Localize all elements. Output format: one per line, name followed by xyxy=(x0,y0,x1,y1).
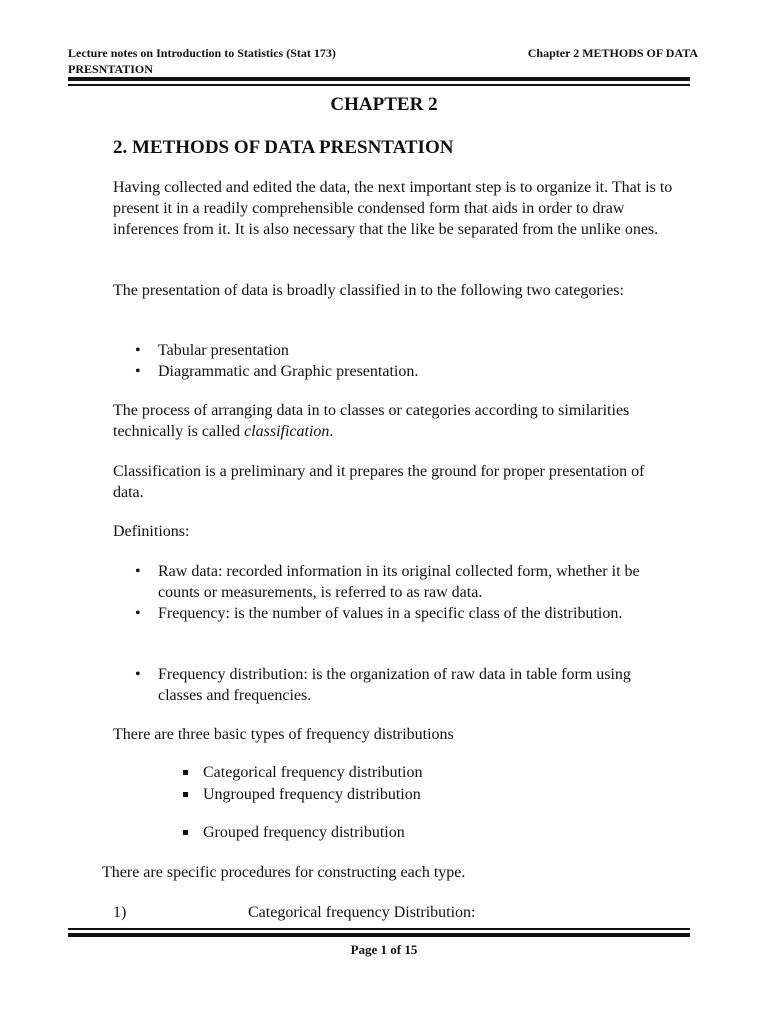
list-item-text: Categorical frequency distribution xyxy=(203,764,423,781)
bullet-icon: • xyxy=(135,342,141,359)
definitions-list-continued xyxy=(135,664,675,706)
classification-intro-paragraph: The presentation of data is broadly classified in to the following two categories: xyxy=(113,282,624,299)
list-item xyxy=(135,561,675,603)
list-item-text: Frequency: is the number of values in a specific class of the distribution. xyxy=(158,605,623,622)
presentation-types-list xyxy=(135,340,675,382)
heading-text: Categorical frequency Distribution: xyxy=(248,904,476,921)
bullet-icon: • xyxy=(135,605,141,622)
running-header-right: Chapter 2 METHODS OF DATA xyxy=(527,46,698,60)
bullet-icon: • xyxy=(135,363,141,380)
footer-rule-thin xyxy=(68,928,690,930)
procedures-paragraph: There are specific procedures for constructing each type. xyxy=(102,864,466,881)
list-item xyxy=(135,340,675,361)
distribution-types-list xyxy=(183,762,663,806)
classification-text: The process of arranging data in to classes or categories according to similarities technically is called xyxy=(113,402,630,440)
square-bullet-icon xyxy=(183,792,188,797)
square-bullet-icon xyxy=(183,830,188,835)
list-item xyxy=(183,822,663,844)
header-rule-thin xyxy=(68,84,690,86)
list-item-text: Diagrammatic and Graphic presentation. xyxy=(158,363,419,380)
bullet-icon: • xyxy=(135,563,141,580)
header-rule-thick xyxy=(68,77,690,81)
definitions-list xyxy=(135,561,675,624)
list-item-text: Tabular presentation xyxy=(158,342,289,359)
classification-paragraph xyxy=(113,400,673,442)
heading-number: 1) xyxy=(113,904,127,921)
page-footer: Page 1 of 15 xyxy=(350,942,418,957)
list-item xyxy=(135,603,675,624)
list-item xyxy=(183,762,663,784)
classification-end: . xyxy=(329,423,334,440)
list-item xyxy=(135,664,675,706)
square-bullet-icon xyxy=(183,770,188,775)
numbered-heading xyxy=(113,902,673,923)
list-item-text: Ungrouped frequency distribution xyxy=(203,786,421,803)
preliminary-paragraph: Classification is a preliminary and it prepares the ground for proper presentation of data. xyxy=(113,463,645,501)
list-item xyxy=(183,784,663,806)
section-title: 2. METHODS OF DATA PRESNTATION xyxy=(113,137,454,158)
list-item-text: Raw data: recorded information in its original collected form, whether it be counts or measurements, is referred to as raw data. xyxy=(158,563,640,601)
footer-rule-thick xyxy=(68,933,690,937)
chapter-title: CHAPTER 2 xyxy=(330,94,438,115)
definitions-heading: Definitions: xyxy=(113,523,190,540)
frequency-types-intro: There are three basic types of frequency distributions xyxy=(113,726,454,743)
intro-paragraph: Having collected and edited the data, the next important step is to organize it. That is to present it in a readily comprehensible condensed form that aids in order to draw inferences from it. It is also necessary that the like be separated from the unlike ones. xyxy=(113,179,673,238)
classification-term: classification xyxy=(244,423,330,440)
running-header-left: Lecture notes on Introduction to Statistics (Stat 173) PRESNTATION xyxy=(68,46,336,76)
list-item-text: Frequency distribution: is the organization of raw data in table form using classes and frequencies. xyxy=(158,666,631,704)
distribution-types-list-continued xyxy=(183,822,663,844)
bullet-icon: • xyxy=(135,666,141,683)
list-item-text: Grouped frequency distribution xyxy=(203,824,405,841)
list-item xyxy=(135,361,675,382)
